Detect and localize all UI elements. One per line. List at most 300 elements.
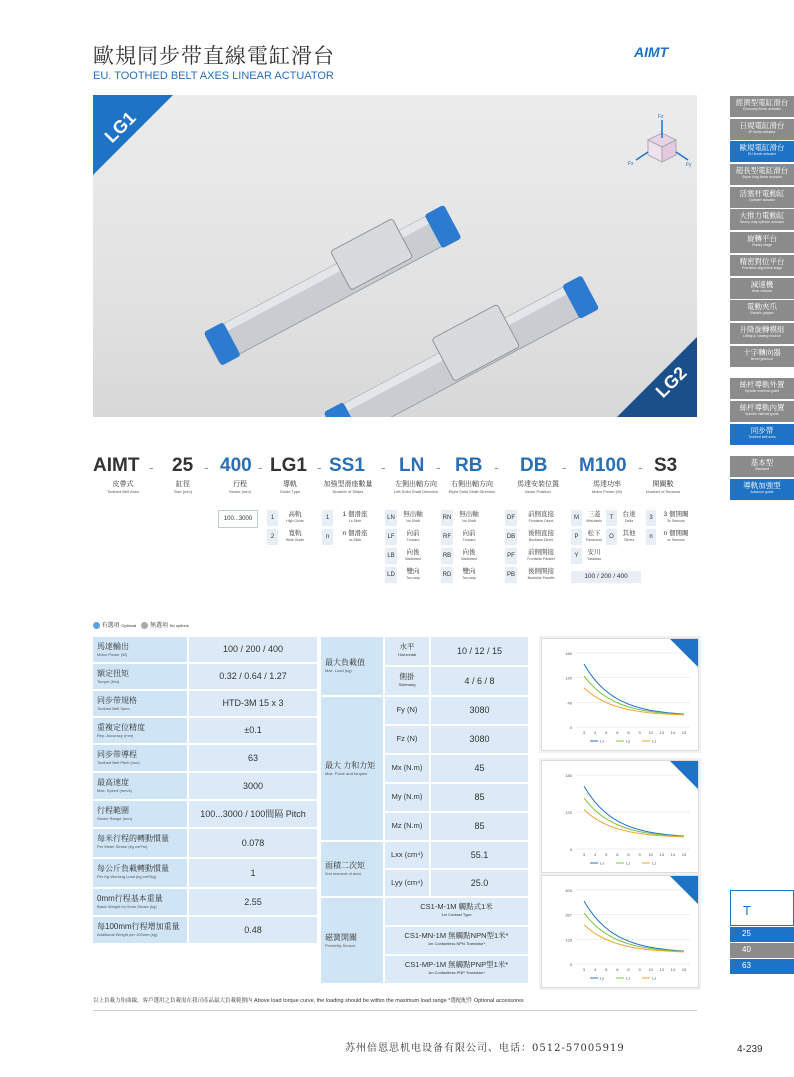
sidebar-item[interactable] [730, 401, 794, 422]
code-label-en: Left Solid Shaft Direction [393, 489, 439, 494]
option-code: O [606, 529, 617, 545]
sidebar-item[interactable] [730, 164, 794, 185]
code-label-zh: 導軌 [283, 481, 297, 488]
code-label-en: Motor Power (W) [591, 489, 623, 494]
code-label-en: Number of Slides [332, 489, 364, 494]
option-desc-zh: n 個開關 [663, 530, 689, 537]
sensor-row [385, 898, 528, 925]
spec-label-zh: 每公斤負載轉動慣量 [97, 864, 169, 873]
option-desc-zh: 前側開接 [528, 549, 554, 556]
code-label [389, 480, 443, 495]
code-label-en: Motor Position [525, 489, 551, 494]
sidebar-item-label: 超長型電缸滑台 [735, 166, 789, 176]
sensor-row [385, 956, 528, 983]
legend-label: Lz [652, 738, 657, 744]
footnote: 以上負載力矩曲線，客戶選用之負載需在我司產品最大負載範圍內 Above load torque curve, the loading should be within the maximum load range *選配配件 Optional accessores [93, 998, 524, 1004]
option-code: LB [385, 548, 397, 564]
sidebar-item-sublabel: Spindle internal guide [745, 411, 779, 416]
spec-label-zh: 行程範圍 [97, 806, 129, 815]
option-desc-en: Two-way [462, 576, 476, 580]
code-label-en: Guide Type [279, 489, 301, 494]
y-tick-label: 400 [565, 888, 572, 893]
sidebar-item-sublabel: Advance guide [750, 490, 774, 494]
legend-label: Lx [600, 860, 605, 866]
sidebar-item[interactable] [730, 255, 794, 276]
code-label [167, 480, 199, 495]
spec-label-zh: 額定扭矩 [97, 669, 129, 678]
sidebar-item-label: 減速機 [750, 279, 774, 289]
x-tick-label: 14 [670, 852, 676, 857]
sidebar-item[interactable] [730, 346, 794, 367]
code-label-en: Size (mm) [173, 489, 193, 494]
sidebar-item-sublabel: Rotary stage [752, 243, 772, 248]
sidebar-item-label: 基本型 [750, 458, 774, 468]
spec-label [93, 829, 187, 857]
size-box [730, 890, 794, 974]
option-code: PB [505, 567, 517, 583]
category-sidebar [730, 96, 794, 502]
option-code: n [322, 529, 333, 545]
sidebar-item[interactable] [730, 278, 794, 299]
option-desc [455, 549, 483, 561]
option-desc [658, 530, 694, 542]
code-label-zh: 馬達安裝位置 [517, 481, 559, 488]
spec-sub-label [385, 637, 429, 665]
spec-sub-sym: Mx (N.m) [391, 763, 423, 772]
option-desc-zh: 向前 [462, 530, 476, 537]
company-contact: 苏州倍恩思机电设备有限公司、电话：0512-57005919 [345, 1043, 625, 1054]
code-stroke: 400 [220, 455, 252, 476]
x-tick-label: 3 [582, 730, 586, 735]
option-code: RD [441, 567, 453, 583]
option-desc-zh: 向前 [406, 530, 420, 537]
spec-label-en: Rep. Accuracy (mm) [97, 733, 134, 738]
option-desc-en: Wide Guide [285, 538, 305, 542]
x-tick-label: 10 [648, 967, 653, 972]
sidebar-item-sublabel: Standard [754, 467, 770, 472]
spec-label [93, 664, 187, 689]
optional-dot-icon [93, 622, 100, 629]
spec-label-en: Toothed Belt Spec. [97, 706, 131, 711]
option-desc-en: Frontside Parallel [527, 557, 555, 561]
code-label-zh: 左側出軸方向 [395, 481, 437, 488]
option-desc-zh: 向後 [462, 549, 476, 556]
option-desc [399, 530, 427, 542]
spec-value: 4 / 6 / 8 [431, 667, 528, 695]
option-desc-en: Backside Parallel [527, 576, 555, 580]
x-tick-label: 6 [616, 852, 619, 857]
spec-group-zh: 磁簧開關 [325, 932, 357, 942]
spec-sub-sym: Fz (N) [396, 734, 418, 743]
x-tick-label: 15 [681, 967, 687, 972]
y-tick-label: 0 [569, 962, 572, 967]
option-desc-en: Delta [624, 519, 634, 523]
sidebar-item-label: 旋轉平台 [747, 234, 777, 244]
code-label [508, 480, 568, 495]
x-tick-label: 9 [638, 730, 641, 735]
sidebar-item[interactable] [730, 300, 794, 321]
code-brand: AIMT [93, 455, 140, 476]
model-code-labels [93, 480, 697, 500]
x-tick-label: 15 [681, 852, 687, 857]
spec-value: 0.48 [189, 917, 317, 943]
legend-optional-en: Optional [121, 623, 137, 628]
spec-group-label [321, 842, 383, 896]
y-tick-label: 133 [565, 937, 572, 943]
spec-group-label [321, 697, 383, 840]
option-desc-zh: 松下 [587, 530, 601, 537]
option-desc-en: nx Sensors [667, 538, 685, 542]
option-desc-en: Backward [461, 557, 477, 561]
option-code: LN [385, 510, 397, 526]
option-desc-zh: 寬軌 [288, 530, 302, 537]
x-tick-label: 5 [605, 852, 608, 857]
spec-label-en: Max. Speed (mm/s) [97, 788, 132, 793]
sidebar-item[interactable] [730, 456, 794, 477]
code-motor-pos: DB [520, 455, 548, 476]
sidebar-item-sublabel: Toothed belt axes [748, 434, 776, 439]
sidebar-item[interactable] [730, 479, 794, 500]
spec-label-en: Per Kg Working Load (kg cm²/kg) [97, 874, 157, 879]
series-line [584, 676, 684, 715]
sidebar-item[interactable] [730, 209, 794, 230]
spec-sub-en: Horizontal [397, 652, 416, 657]
sensor-en: 1m Contact Type [441, 912, 472, 917]
spec-sub-zh: 側掛 [399, 672, 415, 681]
legend-label: Ly [600, 975, 605, 981]
chart-2 [541, 760, 699, 873]
sensor-zh: CS1-M-1M 觸點式1米 [420, 902, 493, 911]
option-desc [280, 511, 310, 523]
spec-value: ±0.1 [189, 718, 317, 743]
option-code: 2 [267, 529, 278, 545]
spec-label-en: Motor Power (W) [97, 652, 128, 657]
option-desc-zh: 無出軸 [403, 511, 423, 518]
option-desc-zh: 後側直接 [528, 530, 554, 537]
option-code: T [606, 510, 617, 526]
x-tick-label: 3 [582, 967, 586, 972]
sidebar-item-sublabel: Precision alignment stage [741, 265, 783, 270]
y-tick-label: 120 [565, 675, 572, 681]
x-tick-label: 6 [616, 730, 619, 735]
option-desc-en: No Shaft [406, 519, 420, 523]
code-label [93, 480, 153, 495]
spec-sub-label [385, 842, 429, 868]
y-tick-label: 0 [569, 847, 572, 852]
option-desc-en: Backward [405, 557, 421, 561]
size-40[interactable]: 40 [730, 943, 794, 958]
spec-label [93, 718, 187, 743]
sidebar-item-sublabel: Lifting & rotating module [743, 333, 781, 338]
option-desc-en: No Shaft [462, 519, 476, 523]
spec-sub-label [385, 755, 429, 782]
sidebar-item-sublabel: Spindle external guide [744, 389, 780, 394]
svg-text:Fy: Fy [686, 162, 692, 168]
code-label-zh: 馬達功率 [593, 481, 621, 488]
spec-sub-sym: Lxx (cm⁴) [391, 850, 423, 859]
option-desc [519, 568, 563, 580]
spec-sub-label [385, 667, 429, 695]
spec-label [93, 773, 187, 799]
spec-value: 0.078 [189, 829, 317, 857]
stroke-range: 100...3000 [218, 510, 258, 528]
option-code: RF [441, 529, 453, 545]
sidebar-item-label: 歐規電缸滑台 [739, 143, 785, 153]
legend-none-en: No options [169, 623, 189, 628]
option-code: PF [505, 548, 517, 564]
sidebar-item-sublabel: Cylinder actuator [748, 197, 776, 202]
x-tick-label: 9 [638, 852, 641, 857]
spec-label-en: Basic Weight for 0mm Stroke (kg) [97, 904, 157, 909]
series-line [584, 786, 684, 836]
option-desc-en: Others [623, 538, 635, 542]
sidebar-item-sublabel: Bevel gearbox [750, 356, 774, 361]
option-desc-zh: 台達 [622, 511, 636, 518]
code-label [641, 480, 685, 495]
option-desc [280, 530, 310, 542]
x-tick-label: 8 [627, 852, 630, 857]
x-tick-label: 3 [582, 852, 586, 857]
option-desc [658, 511, 694, 523]
option-desc-en: Panasonic [585, 538, 603, 542]
spec-group-en: Max. Force and torques [325, 770, 368, 776]
code-left-shaft: LN [399, 455, 425, 476]
spec-value: 85 [431, 813, 528, 840]
spec-group-label [321, 898, 383, 983]
sidebar-spacer [730, 368, 794, 378]
spec-label-en: Torque (Nm) [97, 679, 120, 684]
option-desc-zh: 1 個滑座 [342, 511, 368, 518]
spec-sub-sym: Lyy (cm⁴) [391, 878, 423, 887]
sidebar-item[interactable] [730, 323, 794, 344]
option-desc [455, 530, 483, 542]
spec-label [93, 745, 187, 771]
sidebar-item-label: 經濟型電缸滑台 [735, 98, 789, 107]
sidebar-spacer [730, 446, 794, 456]
spec-label-zh: 同步带規格 [97, 696, 137, 705]
sensor-en: 1m Contactless NPN Transistor* [427, 941, 486, 946]
code-label [445, 480, 499, 495]
page-number: 4-239 [737, 1044, 763, 1055]
code-label [265, 480, 315, 495]
option-desc-en: Forward [462, 538, 476, 542]
spec-label-zh: 同步带導程 [97, 750, 137, 759]
sidebar-item[interactable] [730, 232, 794, 253]
option-desc-zh: 3 個開關 [663, 511, 689, 518]
option-desc-zh: 向後 [406, 549, 420, 556]
y-tick-label: 180 [565, 773, 572, 778]
spec-sub-en: Sidehang [398, 682, 416, 687]
option-desc [583, 549, 605, 561]
sidebar-item-sublabel: Economy linear actuator [743, 107, 781, 111]
option-desc-zh: 前側直接 [528, 511, 554, 518]
spec-label-en: Stroke Range (mm) [97, 816, 132, 821]
spec-value: 3080 [431, 726, 528, 753]
sidebar-item[interactable] [730, 141, 794, 162]
x-tick-label: 15 [681, 730, 687, 735]
spec-label-zh: 馬達輸出 [97, 642, 129, 651]
option-desc-en: nx Slide [348, 538, 362, 542]
option-desc [519, 511, 563, 523]
axis-cube-icon [628, 114, 692, 168]
size-25[interactable]: 25 [730, 927, 794, 942]
legend-label: Lx [600, 738, 605, 744]
sensor-zh: CS1-MN-1M 無觸點NPN型1米* [404, 931, 509, 940]
x-tick-label: 5 [605, 730, 608, 735]
spec-label [93, 801, 187, 827]
x-tick-label: 4 [593, 852, 597, 857]
aimt-logo [632, 44, 700, 60]
spec-label-zh: 最高速度 [97, 778, 129, 787]
y-tick-label: 0 [569, 725, 572, 730]
sidebar-item-label: 導軌加強型 [743, 481, 781, 490]
spec-value: 0.32 / 0.64 / 1.27 [189, 664, 317, 689]
option-desc-en: Backside Direct [528, 538, 554, 542]
size-head: T [730, 890, 794, 926]
sensor-row [385, 927, 528, 954]
option-code: 1 [267, 510, 278, 526]
y-tick-label: 120 [565, 810, 572, 815]
sidebar-item[interactable] [730, 96, 794, 117]
lg2-tag: LG2 [651, 362, 691, 402]
legend [93, 620, 189, 629]
y-tick-label: 267 [565, 912, 572, 918]
y-tick-label: 40 [567, 700, 572, 706]
option-code: Y [571, 548, 582, 564]
code-size: 25 [172, 455, 194, 476]
code-label-en: Number of Sensors [645, 489, 681, 494]
spec-value: 1 [189, 859, 317, 887]
spec-group-zh: 面積二次矩 [325, 861, 365, 870]
option-code: RB [441, 548, 453, 564]
option-code: 1 [322, 510, 333, 526]
sidebar-item[interactable] [730, 424, 794, 445]
chart-3 [541, 875, 699, 988]
option-code: LF [385, 529, 397, 545]
option-desc-zh: 安川 [587, 549, 601, 556]
legend-label: Lz [626, 860, 631, 866]
spec-value: 45 [431, 755, 528, 782]
option-desc [399, 568, 427, 580]
option-code: M [571, 510, 582, 526]
chart-1 [541, 638, 699, 751]
legend-optional: 有選項 [101, 623, 120, 629]
spec-label-zh: 0mm行程基本重量 [97, 894, 163, 903]
spec-sub-label [385, 697, 429, 724]
option-desc [618, 530, 640, 542]
code-label [315, 480, 381, 495]
option-desc-en: Mitsubishi [586, 519, 602, 523]
code-label-zh: 右側出軸方向 [451, 481, 493, 488]
y-tick-label: 180 [565, 651, 572, 656]
sidebar-item-label: 絲杆導軌外置 [739, 380, 785, 390]
option-code: LD [385, 567, 397, 583]
spec-sub-sym: Mz (N.m) [391, 821, 423, 830]
x-tick-label: 9 [638, 967, 641, 972]
sidebar-item-sublabel: EU linear actuator [747, 152, 776, 157]
x-tick-label: 4 [593, 730, 597, 735]
legend-label: Lz [652, 975, 657, 981]
svg-text:AIMT: AIMT [634, 44, 669, 60]
option-desc [583, 530, 605, 542]
code-label-en: Right Solid Shaft Direction [448, 489, 496, 494]
spec-value: 25.0 [431, 870, 528, 896]
option-desc-zh: 雙向 [462, 568, 476, 575]
x-tick-label: 13 [659, 967, 665, 972]
spec-label-en: Per Meter Stroke (kg cm²/m) [97, 844, 148, 849]
x-tick-label: 14 [670, 730, 676, 735]
sidebar-item[interactable] [730, 378, 794, 399]
sidebar-item-label: 大推力電動缸 [739, 211, 785, 221]
code-label-en: Stroke (mm) [229, 489, 251, 494]
spec-value: 55.1 [431, 842, 528, 868]
spec-group-en: 2nd moment of area [325, 871, 361, 876]
product-photo [93, 95, 697, 417]
spec-group-en: Max. Load (kg) [325, 668, 352, 673]
sidebar-item-label: 十字轉向器 [743, 347, 781, 357]
sensor-en: 1m Contactless PNP Transistor* [427, 970, 486, 975]
option-desc [399, 549, 427, 561]
spec-sub-label [385, 726, 429, 753]
option-desc-en: 1x Slide [348, 519, 362, 523]
series-line [584, 664, 684, 714]
x-tick-label: 5 [605, 967, 608, 972]
sidebar-item-sublabel: Gear reducer [751, 288, 773, 293]
code-label-zh: 開關數 [652, 481, 674, 488]
spec-label-zh: 重複定位精度 [97, 723, 145, 732]
sidebar-item-label: 電動夾爪 [747, 302, 777, 312]
option-code: DF [505, 510, 517, 526]
spec-value: 85 [431, 784, 528, 811]
spec-value: 100 / 200 / 400 [189, 637, 317, 662]
spec-sub-label [385, 784, 429, 811]
option-code: RN [441, 510, 453, 526]
code-label [571, 480, 643, 495]
option-desc [583, 511, 605, 523]
legend-label: Lz [626, 975, 631, 981]
sidebar-item[interactable] [730, 119, 794, 140]
option-desc [399, 511, 427, 523]
legend-label: Lz [652, 860, 657, 866]
sidebar-item-label: 絲杆導軌內置 [739, 402, 785, 412]
size-63[interactable]: 63 [730, 959, 794, 974]
sensor-zh: CS1-MP-1M 無觸點PNP型1米* [404, 960, 509, 969]
spec-label-en: Toothed Belt Pitch (mm) [97, 760, 140, 765]
code-motor-power: M100 [579, 455, 627, 476]
option-code: 3 [646, 510, 656, 526]
series-line [584, 798, 684, 837]
option-desc [519, 549, 563, 561]
sidebar-item[interactable] [730, 187, 794, 208]
spec-value: 2.55 [189, 889, 317, 915]
spec-label [93, 859, 187, 887]
lg1-tag: LG1 [100, 107, 140, 147]
x-tick-label: 8 [627, 967, 630, 972]
option-desc [455, 568, 483, 580]
spec-label [93, 691, 187, 716]
x-tick-label: 13 [659, 730, 665, 735]
legend-none: 無選項 [149, 623, 168, 629]
series-line [584, 913, 684, 952]
option-code: P [571, 529, 582, 545]
legend-label: Ly [626, 738, 631, 744]
spec-label [93, 917, 187, 943]
sidebar-item-label: 日規電缸滑台 [739, 120, 785, 130]
x-tick-label: 14 [670, 967, 676, 972]
none-dot-icon [141, 622, 148, 629]
option-desc [519, 530, 563, 542]
spec-value: 10 / 12 / 15 [431, 637, 528, 665]
